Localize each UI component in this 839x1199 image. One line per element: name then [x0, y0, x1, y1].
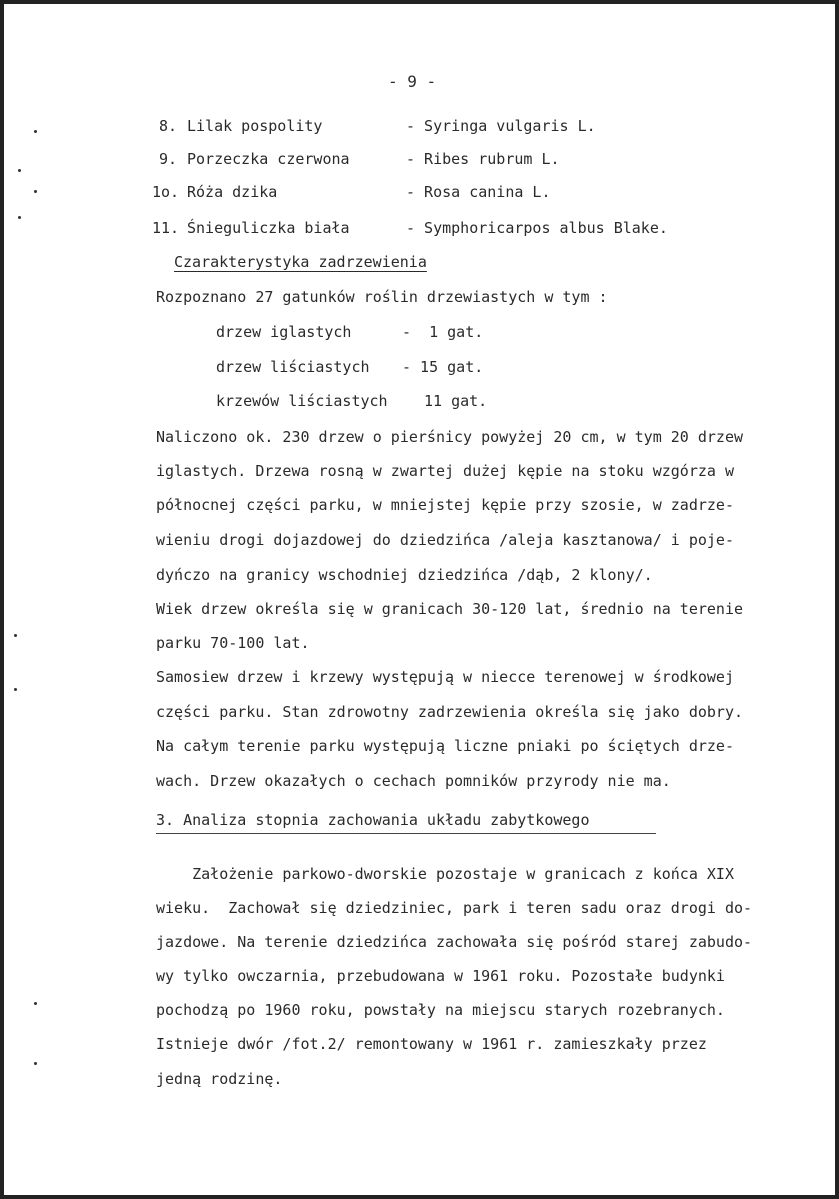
- species-number: 9.: [159, 150, 178, 168]
- paragraph-line: Samosiew drzew i krzewy występują w niecce terenowej w środkowej: [156, 668, 734, 686]
- paragraph-line: Istnieje dwór /fot.2/ remontowany w 1961 r. zamieszkały przez: [156, 1035, 707, 1053]
- margin-mark: [18, 169, 21, 172]
- paragraph-line: wieniu drogi dojazdowej do dziedzińca /aleja kasztanowa/ i poje-: [156, 531, 734, 549]
- species-number: 11.: [152, 219, 180, 237]
- count-value: 11 gat.: [424, 392, 488, 410]
- page-number: - 9 -: [388, 72, 437, 91]
- margin-mark: [34, 130, 37, 133]
- document-page: [4, 4, 835, 1195]
- paragraph-line: jazdowe. Na terenie dziedzińca zachowała się pośród starej zabudo-: [156, 933, 753, 951]
- margin-mark: [14, 688, 17, 691]
- species-number: 1o.: [152, 183, 180, 201]
- paragraph-line: iglastych. Drzewa rosną w zwartej dużej kępie na stoku wzgórza w: [156, 462, 734, 480]
- margin-mark: [18, 216, 21, 219]
- species-polish-name: Śnieguliczka biała: [187, 219, 350, 237]
- species-latin-name: - Rosa canina L.: [406, 183, 551, 201]
- paragraph-line: Naliczono ok. 230 drzew o pierśnicy powyżej 20 cm, w tym 20 drzew: [156, 428, 743, 446]
- species-latin-name: - Symphoricarpos albus Blake.: [406, 219, 668, 237]
- heading-underline: [156, 833, 656, 834]
- section-3-heading: 3. Analiza stopnia zachowania układu zabytkowego: [156, 811, 590, 829]
- paragraph-line: dyńczo na granicy wschodniej dziedzińca /dąb, 2 klony/.: [156, 566, 653, 584]
- paragraph-line: wy tylko owczarnia, przebudowana w 1961 roku. Pozostałe budynki: [156, 967, 725, 985]
- summary-intro: Rozpoznano 27 gatunków roślin drzewiastych w tym :: [156, 288, 608, 306]
- paragraph-line: parku 70-100 lat.: [156, 634, 310, 652]
- count-label: drzew iglastych: [216, 323, 352, 341]
- paragraph-line: wach. Drzew okazałych o cechach pomników przyrody nie ma.: [156, 772, 671, 790]
- count-value: - 1 gat.: [402, 323, 484, 341]
- count-label: drzew liściastych: [216, 358, 370, 376]
- paragraph-line: północnej części parku, w mniejstej kępie przy szosie, w zadrze-: [156, 496, 734, 514]
- margin-mark: [14, 634, 17, 637]
- paragraph-line: wieku. Zachował się dziedziniec, park i teren sadu oraz drogi do-: [156, 899, 753, 917]
- species-polish-name: Róża dzika: [187, 183, 278, 201]
- section-heading: Czarakterystyka zadrzewienia: [174, 253, 427, 271]
- species-latin-name: - Syringa vulgaris L.: [406, 117, 596, 135]
- margin-mark: [34, 1062, 37, 1065]
- species-polish-name: Porzeczka czerwona: [187, 150, 350, 168]
- margin-mark: [34, 1002, 37, 1005]
- paragraph-line: Założenie parkowo-dworskie pozostaje w granicach z końca XIX: [156, 865, 734, 883]
- count-label: krzewów liściastych: [216, 392, 388, 410]
- paragraph-line: Wiek drzew określa się w granicach 30-120 lat, średnio na terenie: [156, 600, 743, 618]
- paragraph-line: pochodzą po 1960 roku, powstały na miejscu starych rozebranych.: [156, 1001, 725, 1019]
- paragraph-line: części parku. Stan zdrowotny zadrzewienia określa się jako dobry.: [156, 703, 743, 721]
- margin-mark: [34, 190, 37, 193]
- paragraph-line: jedną rodzinę.: [156, 1070, 283, 1088]
- paragraph-line: Na całym terenie parku występują liczne pniaki po ściętych drze-: [156, 737, 734, 755]
- species-polish-name: Lilak pospolity: [187, 117, 323, 135]
- species-latin-name: - Ribes rubrum L.: [406, 150, 560, 168]
- count-value: - 15 gat.: [402, 358, 484, 376]
- species-number: 8.: [159, 117, 178, 135]
